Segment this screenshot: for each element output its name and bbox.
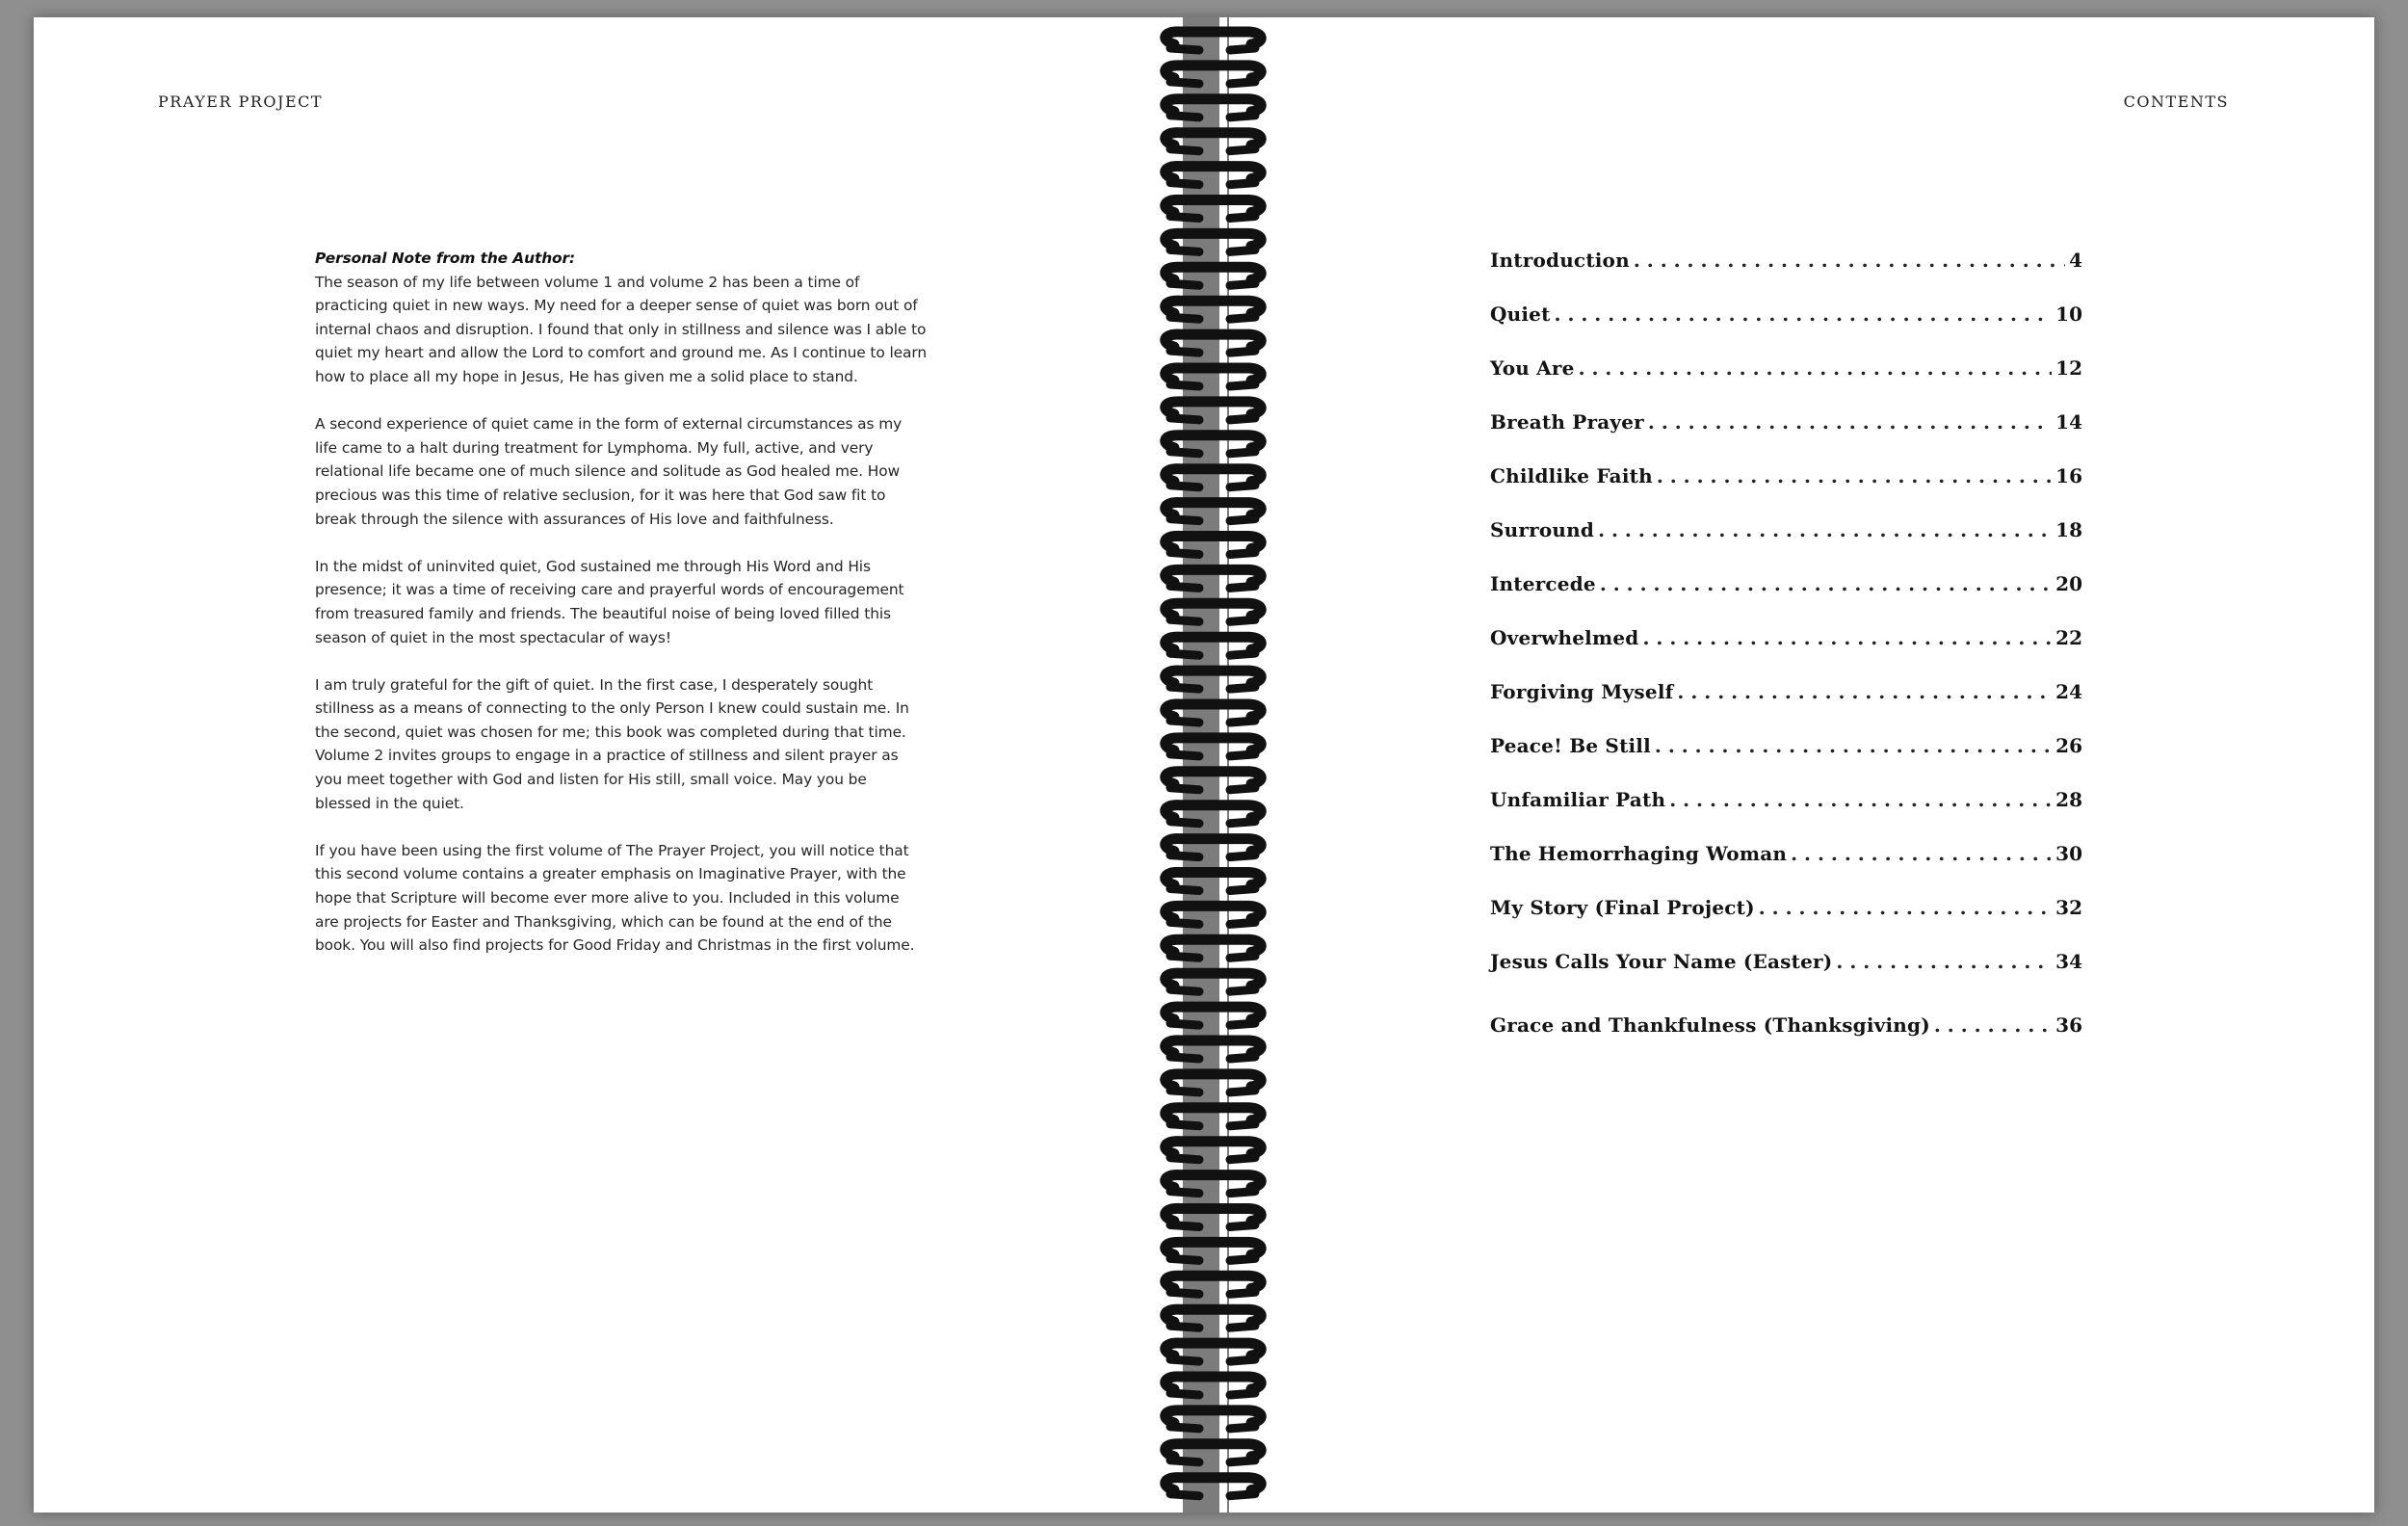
note-paragraph: I am truly grateful for the gift of quiet. In the first case, I desperately sought stillness as a means of connecting to the only Person I knew could sustain me. In the second, quiet was chosen for me; this book was completed during that time. Volume 2 invites groups to engage in a practice of stillness and silent prayer as you meet together with God and listen for His still, small voice. May you be blessed in the quiet. <box>315 675 909 812</box>
coil-loop <box>1165 1478 1261 1496</box>
toc-entry-title: Introduction <box>1490 249 1630 272</box>
toc-leader-dots <box>1759 896 2052 919</box>
toc-leader-dots <box>1648 410 2052 434</box>
toc-entry-page: 28 <box>2055 788 2082 811</box>
coil-loop <box>1165 469 1261 487</box>
toc-entry-title: Jesus Calls Your Name (Easter) <box>1490 950 1833 973</box>
toc-entry-page: 4 <box>2069 249 2082 272</box>
coil-loop <box>1165 772 1261 790</box>
toc-leader-dots <box>1634 249 2065 272</box>
coil-loop <box>1165 1108 1261 1126</box>
toc-leader-dots <box>1600 572 2052 595</box>
toc-entry-page: 32 <box>2055 896 2082 919</box>
toc-entry-title: Intercede <box>1490 572 1596 595</box>
toc-entry[interactable] <box>1490 680 2082 709</box>
coil-loop <box>1165 267 1261 285</box>
toc-entry[interactable] <box>1490 518 2082 547</box>
note-paragraph: If you have been using the first volume of The Prayer Project, you will notice that this second volume contains a greater emphasis on Imaginative Prayer, with the hope that Scripture will become ever more alive to you. Included in this volume are projects for Easter and Thanksgiving, which can be found at the end of the book. You will also find projects for Good Friday and Christmas in the first volume. <box>315 841 915 955</box>
toc-entry[interactable] <box>1490 1013 2082 1042</box>
coil-loop <box>1165 637 1261 655</box>
coil-loop <box>1165 973 1261 991</box>
coil-loop <box>1165 805 1261 824</box>
toc-entry-title: Overwhelmed <box>1490 626 1639 649</box>
coil-loop <box>1165 99 1261 118</box>
coil-loop <box>1165 1040 1261 1059</box>
coil-loop <box>1165 133 1261 151</box>
toc-leader-dots <box>1598 518 2052 541</box>
coil-loop <box>1165 839 1261 857</box>
toc-entry[interactable] <box>1490 950 2082 979</box>
toc-entry-page: 22 <box>2055 626 2082 649</box>
toc-entry-title: My Story (Final Project) <box>1490 896 1755 919</box>
coil-loop <box>1165 1175 1261 1194</box>
toc-entry-page: 12 <box>2055 356 2082 380</box>
toc-leader-dots <box>1579 356 2053 380</box>
coil-loop <box>1165 1242 1261 1260</box>
coil-loop <box>1165 368 1261 386</box>
toc-entry-title: Breath Prayer <box>1490 410 1644 434</box>
toc-leader-dots <box>1657 464 2052 487</box>
coil-loop <box>1165 704 1261 723</box>
toc-entry-title: Grace and Thankfulness (Thanksgiving) <box>1490 1013 1930 1037</box>
toc-leader-dots <box>1791 842 2052 865</box>
toc-entry-title: You Are <box>1490 356 1575 380</box>
toc-entry-page: 34 <box>2055 950 2082 973</box>
note-paragraph: In the midst of uninvited quiet, God sustained me through His Word and His presence; it was a time of receiving care and prayerful words of encouragement from treasured family and friends. The beautiful noise of being loved filled this season of quiet in the most spectacular of ways! <box>315 557 904 646</box>
coil-loop <box>1165 334 1261 353</box>
toc-entry[interactable] <box>1490 626 2082 655</box>
note-heading: Personal Note from the Author: <box>315 250 576 267</box>
coil-loop <box>1165 233 1261 251</box>
toc-entry[interactable] <box>1490 896 2082 925</box>
coil-loop <box>1165 199 1261 218</box>
toc-entry[interactable] <box>1490 356 2082 385</box>
coil-loop <box>1165 1007 1261 1025</box>
toc-entry-page: 20 <box>2055 572 2082 595</box>
toc-entry[interactable] <box>1490 410 2082 439</box>
coil-loop <box>1165 939 1261 958</box>
toc-entry[interactable] <box>1490 734 2082 763</box>
toc-entry-title: Childlike Faith <box>1490 464 1653 487</box>
note-paragraph: A second experience of quiet came in the form of external circumstances as my life came to a halt during treatment for Lymphoma. My full, active, and very relational life became one of much silence and solitude as God healed me. How precious was this time of relative seclusion, for it was here that God saw fit to break through the silence with assurances of His love and faithfulness. <box>315 415 903 528</box>
coil-loop <box>1165 671 1261 689</box>
coil-loop <box>1165 1309 1261 1328</box>
coil-loop <box>1165 1343 1261 1361</box>
coil-loop <box>1165 435 1261 454</box>
book-spread <box>34 17 2374 1513</box>
coil-loop <box>1165 738 1261 756</box>
coil-loop <box>1165 301 1261 319</box>
toc-leader-dots <box>1642 626 2052 649</box>
toc-entry-title: The Hemorrhaging Woman <box>1490 842 1788 865</box>
toc-entry-title: Unfamiliar Path <box>1490 788 1666 811</box>
toc-entry-title: Peace! Be Still <box>1490 734 1651 757</box>
toc-leader-dots <box>1669 788 2052 811</box>
toc-leader-dots <box>1934 1013 2052 1037</box>
toc-leader-dots <box>1555 303 2053 326</box>
coil-loop <box>1165 1377 1261 1395</box>
right-running-head: CONTENTS <box>2123 92 2229 111</box>
coil-loop <box>1165 569 1261 588</box>
toc-entry[interactable] <box>1490 788 2082 817</box>
coil-loop <box>1165 167 1261 185</box>
author-note <box>315 247 927 981</box>
toc-entry-page: 30 <box>2055 842 2082 865</box>
toc-entry-page: 26 <box>2055 734 2082 757</box>
coil-loop <box>1165 536 1261 554</box>
toc-entry-page: 10 <box>2055 303 2082 326</box>
coil-loop <box>1165 1276 1261 1294</box>
coil-loop <box>1165 402 1261 420</box>
toc-entry[interactable] <box>1490 303 2082 331</box>
left-running-head: PRAYER PROJECT <box>158 92 324 111</box>
toc-entry[interactable] <box>1490 842 2082 871</box>
coil-loop <box>1165 1444 1261 1462</box>
toc-entry-page: 36 <box>2055 1013 2082 1037</box>
toc-entry-page: 16 <box>2055 464 2082 487</box>
note-paragraph: The season of my life between volume 1 and volume 2 has been a time of practicing quiet in new ways. My need for a deeper sense of quiet was born out of internal chaos and disruption. I found that only in stillness and silence was I able to quiet my heart and allow the Lord to comfort and ground me. As I continue to learn how to place all my hope in Jesus, He has given me a solid place to stand. <box>315 273 927 385</box>
toc-entry-title: Surround <box>1490 518 1595 541</box>
coil-loop <box>1165 1208 1261 1226</box>
coil-loop <box>1165 1142 1261 1160</box>
coil-loop <box>1165 1074 1261 1092</box>
toc-entry-title: Forgiving Myself <box>1490 680 1674 703</box>
coil-loop <box>1165 66 1261 84</box>
toc-leader-dots <box>1677 680 2052 703</box>
toc-entry[interactable] <box>1490 249 2082 277</box>
coil-loop <box>1165 603 1261 621</box>
coil-loop <box>1165 503 1261 521</box>
coil-loop <box>1165 872 1261 890</box>
coil-loop <box>1165 32 1261 50</box>
toc-entry-title: Quiet <box>1490 303 1551 326</box>
coil-loop <box>1165 906 1261 924</box>
toc-entry[interactable] <box>1490 572 2082 601</box>
toc-entry-page: 18 <box>2055 518 2082 541</box>
toc-entry-page: 24 <box>2055 680 2082 703</box>
toc-leader-dots <box>1836 950 2052 973</box>
toc-leader-dots <box>1655 734 2052 757</box>
toc-entry[interactable] <box>1490 464 2082 493</box>
toc-entry-page: 14 <box>2055 410 2082 434</box>
coil-loop <box>1165 1410 1261 1429</box>
spiral-binding <box>1141 17 1286 1513</box>
